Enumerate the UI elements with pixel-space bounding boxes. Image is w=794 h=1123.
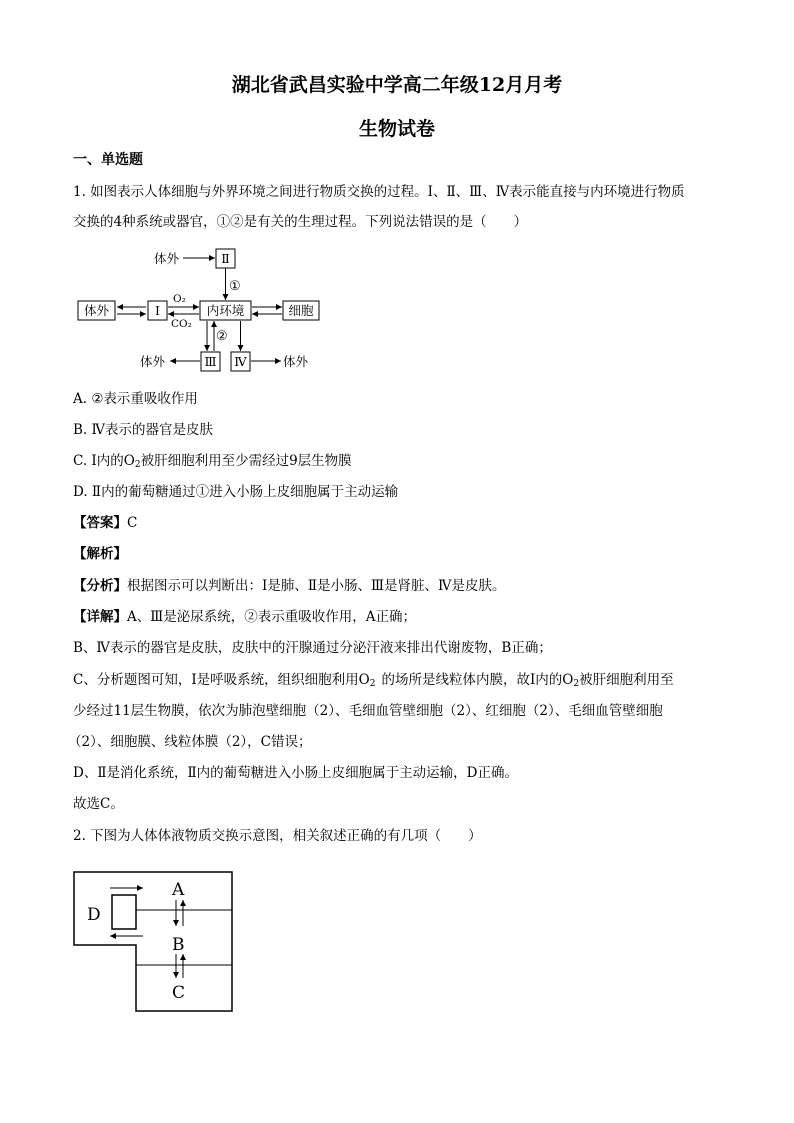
q2-cell-box bbox=[112, 895, 136, 929]
q2-outline bbox=[74, 872, 232, 1011]
exam-subtitle: 生物试卷 bbox=[358, 118, 435, 140]
q2-label-a: A bbox=[172, 880, 185, 900]
q2-diagram bbox=[0, 855, 794, 1025]
q2-label-c: C bbox=[172, 983, 186, 1003]
label-IV: Ⅳ bbox=[234, 354, 247, 369]
q1-explain-b: B、Ⅳ表示的器官是皮肤，皮肤中的汗腺通过分泌汗液来排出代谢废物，B正确； bbox=[73, 640, 552, 656]
q2-stem: 2. 下图为人体体液物质交换示意图，相关叙述正确的有几项（ ） bbox=[73, 828, 482, 844]
label-o2: O₂ bbox=[173, 293, 186, 305]
mark-2: ② bbox=[216, 329, 228, 344]
q1-stem-line2: 交换的4种系统或器官，①②是有关的生理过程。下列说法错误的是（ ） bbox=[73, 214, 528, 230]
q1-option-d: D. Ⅱ内的葡萄糖通过①进入小肠上皮细胞属于主动运输 bbox=[73, 484, 399, 500]
q2-label-d: D bbox=[87, 905, 101, 925]
label-body-outside-left: 体外 bbox=[83, 303, 110, 318]
q1-option-b: B. Ⅳ表示的器官是皮肤 bbox=[73, 422, 213, 438]
q1-diagram bbox=[0, 240, 794, 390]
q1-xiangjie: 【详解】A、Ⅲ是泌尿系统，②表示重吸收作用，A正确； bbox=[73, 609, 417, 625]
q2-label-b: B bbox=[172, 935, 185, 955]
q1-option-a: A. ②表示重吸收作用 bbox=[73, 391, 198, 407]
q1-conclusion: 故选C。 bbox=[73, 796, 124, 812]
mark-1: ① bbox=[229, 279, 241, 294]
q1-fenxi: 【分析】根据图示可以判断出：Ⅰ是肺、Ⅱ是小肠、Ⅲ是肾脏、Ⅳ是皮肤。 bbox=[73, 578, 506, 594]
label-body-outside-bottom-left: 体外 bbox=[140, 354, 166, 369]
label-co2: CO₂ bbox=[171, 318, 192, 330]
exam-title: 湖北省武昌实验中学高二年级12月月考 bbox=[231, 74, 563, 96]
label-II: Ⅱ bbox=[221, 251, 230, 266]
q1-analysis-heading: 【解析】 bbox=[73, 546, 127, 562]
label-inner-environment: 内环境 bbox=[206, 303, 245, 318]
q1-explain-c1: C、分析题图可知，Ⅰ是呼吸系统，组织细胞利用$O_2$ 的场所是线粒体内膜，故Ⅰ内的$O_2$被肝细胞利用至 bbox=[73, 672, 674, 689]
q1-stem-line1: 1. 如图表示人体细胞与外界环境之间进行物质交换的过程。Ⅰ、Ⅱ、Ⅲ、Ⅳ表示能直接与内环境进行物质 bbox=[73, 184, 685, 200]
label-body-outside-bottom-right: 体外 bbox=[283, 354, 309, 369]
q1-explain-d: D、Ⅱ是消化系统，Ⅱ内的葡萄糖进入小肠上皮细胞属于主动运输，D正确。 bbox=[73, 765, 518, 781]
label-body-outside-top: 体外 bbox=[154, 251, 180, 266]
label-III: Ⅲ bbox=[204, 354, 217, 369]
label-I: Ⅰ bbox=[155, 303, 160, 318]
label-cell: 细胞 bbox=[288, 303, 314, 318]
section-heading: 一、单选题 bbox=[73, 152, 143, 168]
q1-option-c: C. Ⅰ内的$O_2$被肝细胞利用至少需经过9层生物膜 bbox=[73, 453, 352, 470]
q1-explain-c3: （2）、细胞膜、线粒体膜（2），C错误； bbox=[68, 734, 312, 750]
q1-answer: 【答案】C bbox=[73, 515, 138, 531]
q1-explain-c2: 少经过11层生物膜，依次为肺泡壁细胞（2）、毛细血管壁细胞（2）、红细胞（2）、毛细血管壁细胞 bbox=[73, 703, 663, 719]
